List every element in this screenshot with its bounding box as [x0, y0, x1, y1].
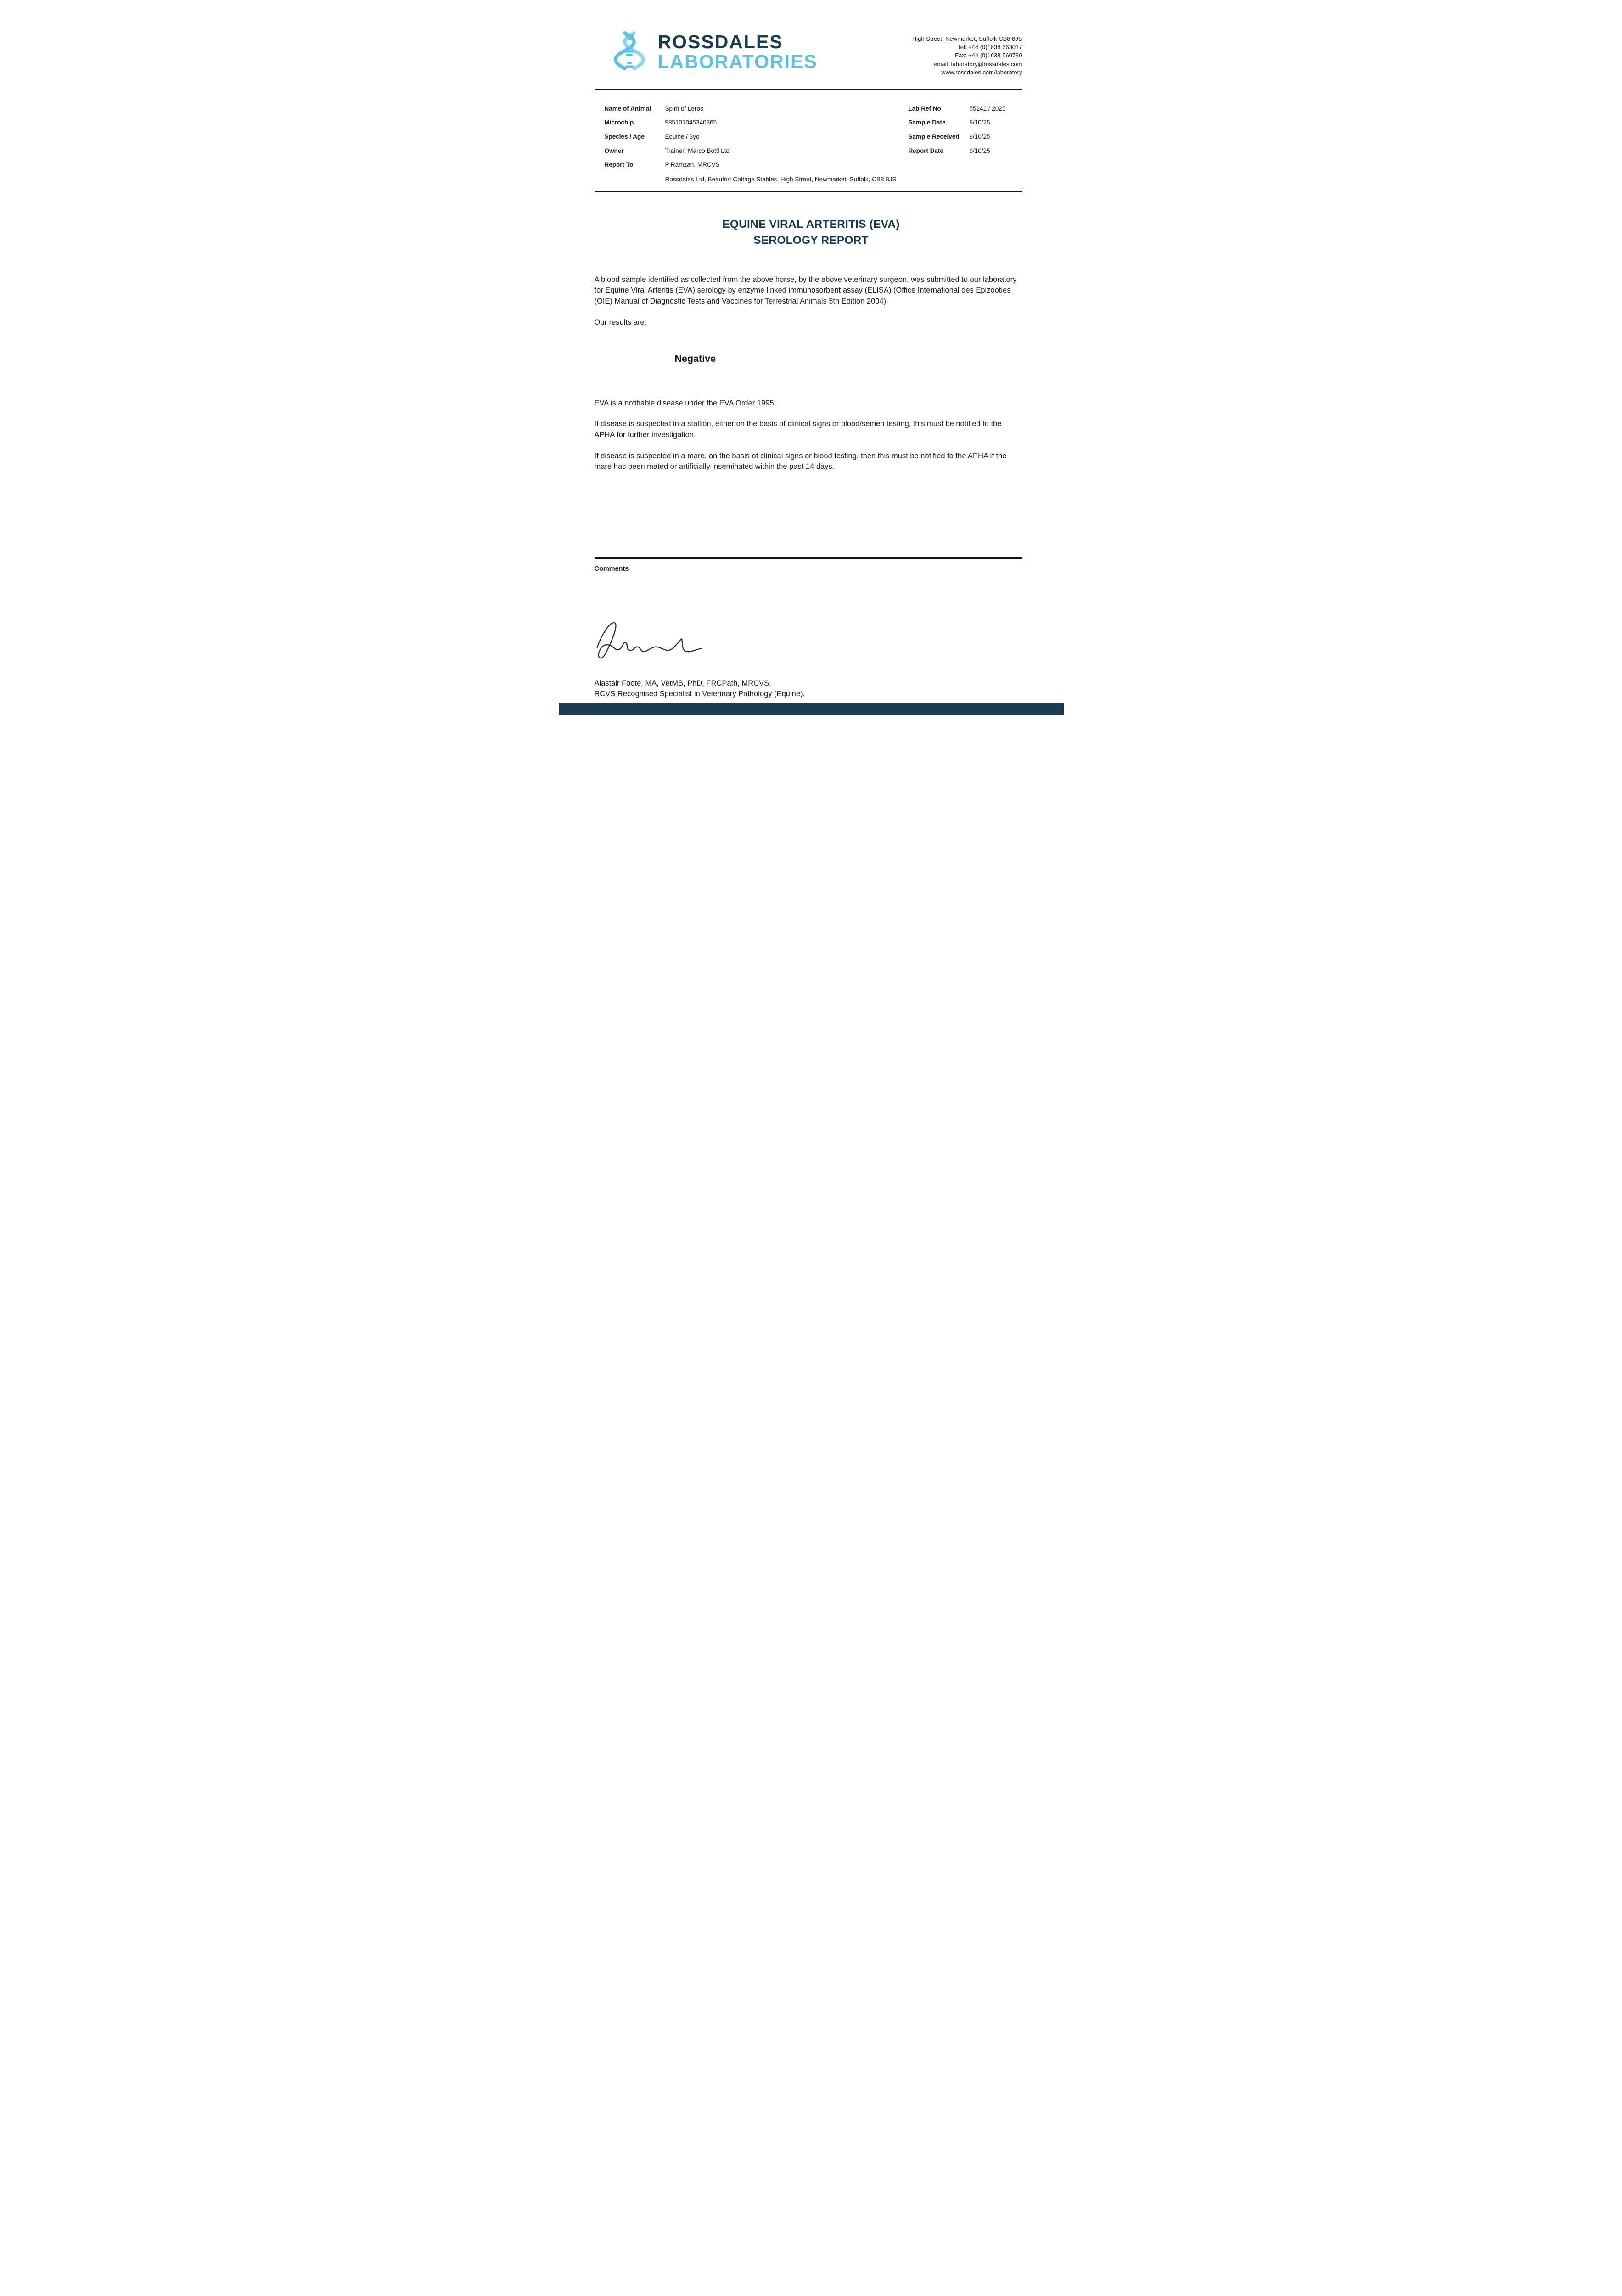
field-label: Name of Animal [604, 105, 651, 112]
field-label: Lab Ref No [908, 105, 941, 112]
result-value: Negative [674, 353, 716, 365]
sample-info-columns [605, 105, 1022, 175]
field-value: 55241 / 2025 [969, 105, 1006, 112]
footer-bar [559, 703, 1064, 715]
field-label: Microchip [604, 119, 634, 126]
contact-tel: Tel: +44 (0)1638 663017 [957, 44, 1022, 51]
signatory-block [595, 678, 1023, 699]
animal-details [605, 105, 909, 175]
divider-top [595, 89, 1022, 90]
signatory-title: RCVS Recognised Specialist in Veterinary Pathology (Equine). [594, 689, 805, 698]
header [559, 0, 1064, 77]
signature [595, 617, 1064, 664]
contact-web: www.rossdales.com/laboratory [941, 68, 1022, 76]
contact-fax: Fax: +44 (0)1638 560780 [955, 52, 1022, 59]
report-title [559, 217, 1064, 249]
brand-name: ROSSDALES [657, 31, 783, 53]
dna-helix-icon [610, 30, 649, 73]
field-value: Equine / 3yo [665, 133, 700, 141]
info-row [605, 118, 909, 127]
field-value: P Ramzan, MRCVS [665, 161, 720, 169]
report-to-address: Rossdales Ltd, Beaufort Cottage Stables, High Street, Newmarket, Suffolk, CB8 8JS [665, 175, 897, 183]
info-row [605, 147, 909, 155]
comments-heading: Comments [594, 565, 629, 573]
stallion-paragraph: If disease is suspected in a stallion, either on the basis of clinical signs or blood/semen testing, this must be notified to the APHA for further investigation. [594, 420, 1002, 439]
divider-info-bottom [595, 191, 1022, 192]
field-label: Sample Date [908, 119, 946, 126]
info-row [909, 118, 1022, 127]
brand [610, 30, 818, 73]
report-title-line2: SEROLOGY REPORT [753, 234, 869, 247]
brand-subname: LABORATORIES [657, 51, 818, 72]
field-value: 9/10/25 [969, 119, 990, 126]
field-value: 9/10/25 [969, 133, 990, 141]
field-value: Trainer: Marco Botti Ltd [665, 147, 730, 154]
lab-details [909, 105, 1022, 175]
divider-comments [595, 557, 1022, 559]
signature-scribble-icon [595, 617, 705, 664]
field-value: Spirit of Leros [665, 105, 703, 112]
info-row [909, 105, 1022, 113]
report-page [559, 0, 1064, 715]
contact-email: email: laboratory@rossdales.com [933, 60, 1022, 68]
field-value: 985101045340365 [665, 119, 717, 126]
field-label: Report Date [908, 147, 944, 154]
report-title-line1: EQUINE VIRAL ARTERITIS (EVA) [722, 218, 900, 231]
info-row [909, 147, 1022, 155]
field-label: Species / Age [604, 133, 645, 141]
brand-wordmark [658, 32, 818, 71]
notifiable-statement: EVA is a notifiable disease under the EVA Order 1995: [594, 399, 776, 407]
info-row [909, 133, 1022, 141]
field-label: Owner [604, 147, 624, 154]
sample-info [605, 105, 1022, 183]
signatory-name: Alastair Foote, MA, VetMB, PhD, FRCPath, MRCVS. [594, 679, 771, 687]
results-label: Our results are: [594, 318, 647, 326]
contact-address: High Street, Newmarket, Suffolk CB8 8JS [912, 35, 1022, 42]
info-row [605, 133, 909, 141]
field-label: Report To [604, 161, 634, 169]
field-label: Sample Received [908, 133, 960, 141]
report-body [595, 275, 1023, 473]
mare-paragraph: If disease is suspected in a mare, on the basis of clinical signs or blood testing, then this must be notified to the APHA if the mare has been mated or artificially inseminated within the past 14 days. [594, 451, 1007, 471]
info-row [605, 105, 909, 113]
field-value: 9/10/25 [969, 147, 990, 154]
intro-paragraph: A blood sample identified as collected from the above horse, by the above veterinary surgeon, was submitted to our laboratory for Equine Viral Arteritis (EVA) serology by enzyme linked immunosorbent assay (ELISA) (Office International des Epizooties (OIE) Manual of Diagnostic Tests and Vaccines for Terrestrial Animals 5th Edition 2004). [594, 275, 1017, 305]
contact-block [912, 30, 1022, 77]
info-row [605, 161, 909, 169]
